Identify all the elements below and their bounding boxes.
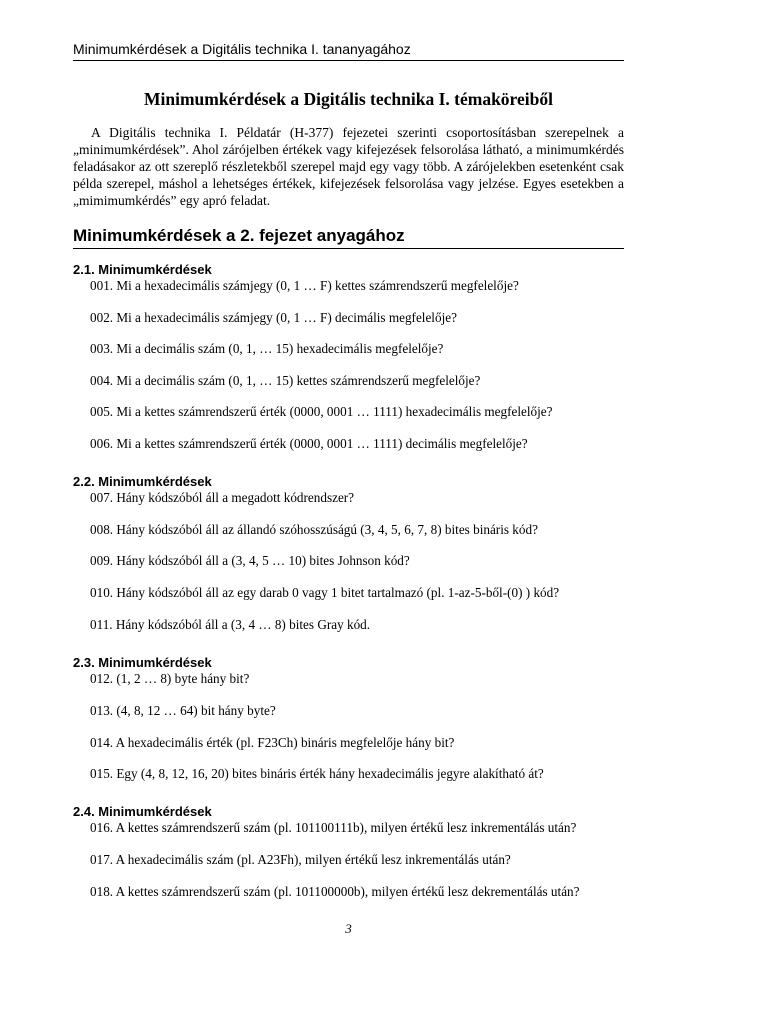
section-heading-2-3: 2.3. Minimumkérdések (73, 655, 212, 670)
section-heading-2-2: 2.2. Minimumkérdések (73, 474, 212, 489)
question-009: 009. Hány kódszóból áll a (3, 4, 5 … 10) bites Johnson kód? (90, 553, 410, 568)
question-001: 001. Mi a hexadecimális számjegy (0, 1 … F) kettes számrendszerű megfelelője? (90, 278, 519, 293)
question-010: 010. Hány kódszóból áll az egy darab 0 vagy 1 bitet tartalmazó (pl. 1-az-5-ből-(0) ) kód? (90, 585, 560, 600)
question-002: 002. Mi a hexadecimális számjegy (0, 1 … F) decimális megfelelője? (90, 310, 457, 325)
question-006: 006. Mi a kettes számrendszerű érték (0000, 0001 … 1111) decimális megfelelője? (90, 436, 528, 451)
question-003: 003. Mi a decimális szám (0, 1, … 15) hexadecimális megfelelője? (90, 341, 444, 356)
question-016: 016. A kettes számrendszerű szám (pl. 101100111b), milyen értékű lesz inkrementálás után? (90, 820, 577, 835)
question-012: 012. (1, 2 … 8) byte hány bit? (90, 671, 250, 686)
question-014: 014. A hexadecimális érték (pl. F23Ch) bináris megfelelője hány bit? (90, 735, 455, 750)
question-007: 007. Hány kódszóból áll a megadott kódrendszer? (90, 490, 355, 505)
question-011: 011. Hány kódszóból áll a (3, 4 … 8) bites Gray kód. (90, 617, 371, 632)
running-header: Minimumkérdések a Digitális technika I. tananyagához (73, 40, 624, 61)
section-heading-2-4: 2.4. Minimumkérdések (73, 804, 212, 819)
document-title: Minimumkérdések a Digitális technika I. témaköreiből (144, 89, 553, 109)
question-015: 015. Egy (4, 8, 12, 16, 20) bites bináris érték hány hexadecimális jegyre alakítható át? (90, 766, 544, 781)
chapter-heading: Minimumkérdések a 2. fejezet anyagához (73, 225, 624, 249)
page-number: 3 (345, 921, 352, 936)
question-005: 005. Mi a kettes számrendszerű érték (0000, 0001 … 1111) hexadecimális megfelelője? (90, 404, 553, 419)
question-018: 018. A kettes számrendszerű szám (pl. 101100000b), milyen értékű lesz dekrementálás után? (90, 884, 580, 899)
intro-paragraph: A Digitális technika I. Példatár (H-377) fejezetei szerinti csoportosításban szerepelnek a „minimumkérdések”. Ahol zárójelben értékek vagy kifejezések felsorolása látható, a minimumkérdés feladásakor az ott szereplő részletekből szerepel majd egy vagy több. A zárójelekben esetenként csak példa szerepel, máshol a lehetséges értékek, kifejezések felsorolása vagy jelzése. Egyes esetekben a „mimimumkérdés” egy apró feladat. (73, 125, 624, 208)
section-heading-2-1: 2.1. Minimumkérdések (73, 262, 212, 277)
question-008: 008. Hány kódszóból áll az állandó szóhosszúságú (3, 4, 5, 6, 7, 8) bites bináris kód? (90, 522, 538, 537)
question-004: 004. Mi a decimális szám (0, 1, … 15) kettes számrendszerű megfelelője? (90, 373, 481, 388)
question-013: 013. (4, 8, 12 … 64) bit hány byte? (90, 703, 276, 718)
question-017: 017. A hexadecimális szám (pl. A23Fh), milyen értékű lesz inkrementálás után? (90, 852, 511, 867)
